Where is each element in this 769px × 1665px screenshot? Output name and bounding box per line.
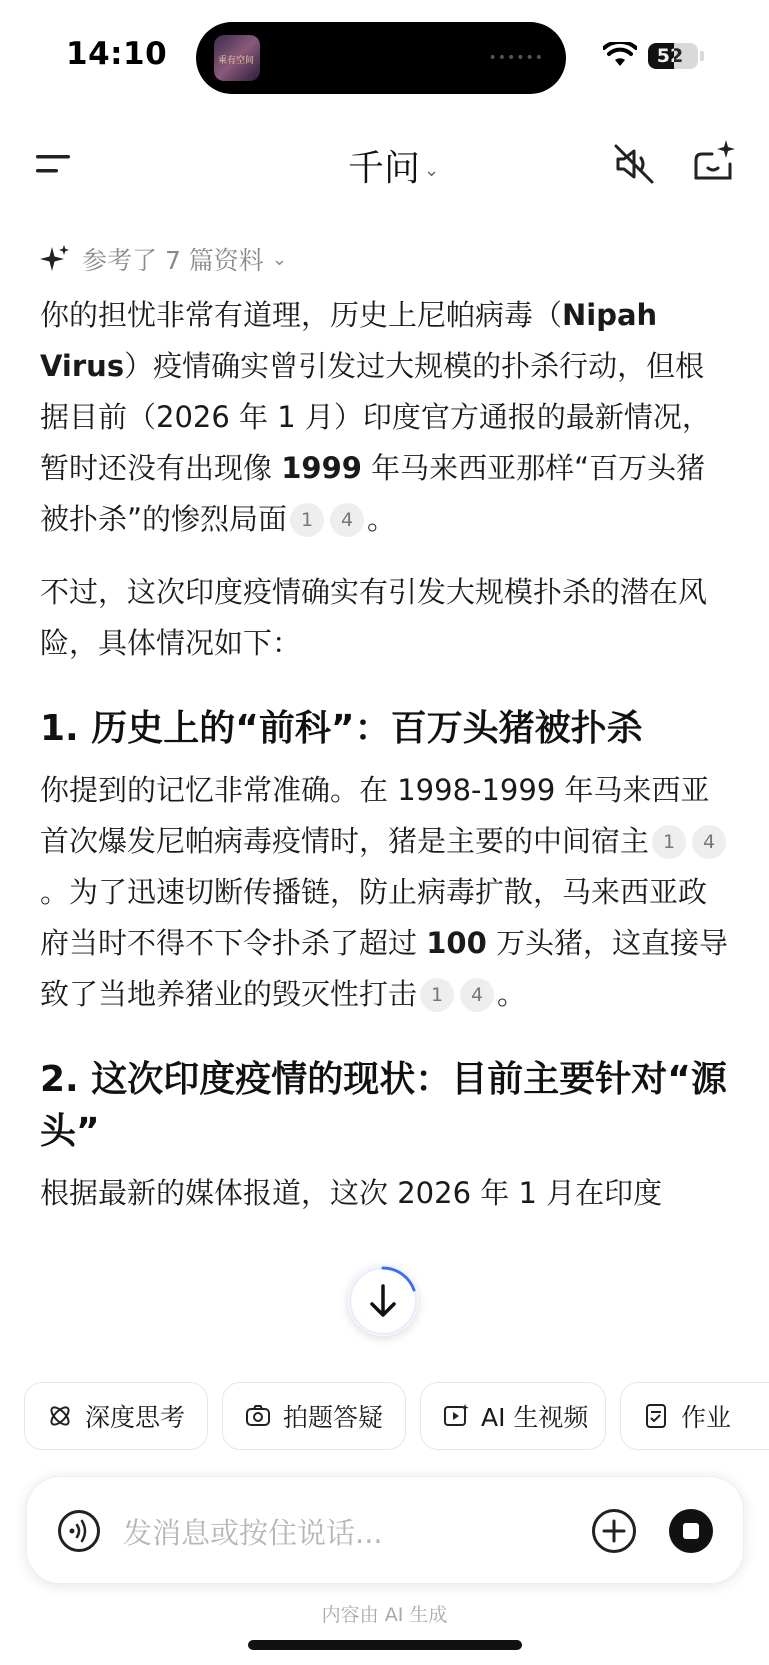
homework-icon [643,1403,669,1429]
battery-level-text: 52 [656,45,684,67]
ai-disclaimer: 内容由 AI 生成 [321,1604,448,1626]
deep-think-icon [47,1403,73,1429]
dynamic-island[interactable] [196,22,566,94]
citation-badge[interactable]: 4 [330,503,364,537]
paragraph: 不过，这次印度疫情确实有引发大规模扑杀的潜在风险，具体情况如下： [40,575,708,660]
paragraph [40,765,730,1020]
new-chat-icon[interactable] [690,138,736,184]
citation-badge[interactable]: 4 [692,825,726,859]
chip-label: 作业 [681,1403,732,1432]
app-header [0,118,769,210]
paragraph: 根据最新的媒体报道，这次 2026 年 1 月在印度 [40,1176,663,1210]
citation-badge[interactable]: 4 [460,978,494,1012]
chip-ai-video[interactable] [420,1382,606,1450]
chip-label: AI 生视频 [481,1403,589,1432]
text: 。 [367,502,397,536]
chip-label: 拍题答疑 [283,1403,384,1432]
menu-icon[interactable] [34,148,74,180]
sources-toggle[interactable] [40,230,730,288]
text-bold: Nipah Virus [40,298,658,383]
audio-wave-icon: •••••• [488,50,544,66]
citation-badge[interactable]: 1 [290,503,324,537]
chevron-down-icon: ⌄ [271,248,287,270]
text: ）疫情确实曾引发过大规模的扑杀行动，但根据目前（2026 年 1 月）印度官方通报的最新情况，暂时还没有出现像 [40,349,711,485]
text: 万头猪，这直接导致了当地养猪业的毁灭性打击 [40,926,728,1011]
chip-label: 深度思考 [85,1403,186,1432]
chip-homework[interactable] [620,1382,769,1450]
stop-generation-button[interactable] [669,1509,713,1553]
paragraph [40,290,730,545]
text: 年马来西亚那样“百万头猪被扑杀”的惨烈局面 [40,451,706,536]
home-indicator[interactable] [248,1640,522,1650]
speaker-mute-icon[interactable] [612,142,656,186]
video-icon [443,1403,469,1429]
model-selector[interactable] [348,140,439,191]
sources-label: 参考了 7 篇资料 [82,246,264,275]
text: 你提到的记忆非常准确。在 1998-1999 年马来西亚首次爆发尼帕病毒疫情时，猪是主要的中间宿主 [40,773,710,858]
message-input-bar [26,1476,744,1584]
citation-badge[interactable]: 1 [652,825,686,859]
model-name: 千问 [348,148,421,189]
text: 。 [497,977,527,1011]
status-bar [0,0,769,110]
voice-input-icon[interactable] [57,1509,101,1553]
battery-nub [700,51,704,61]
quick-actions [24,1382,769,1452]
wifi-icon [603,42,637,68]
status-time: 14:10 [66,36,168,72]
section-heading: 2. 这次印度疫情的现状：目前主要针对“源头” [40,1059,727,1152]
citation-badge[interactable]: 1 [420,978,454,1012]
section-heading: 1. 历史上的“前科”：百万头猪被扑杀 [40,708,643,749]
chip-deep-think[interactable] [24,1382,208,1450]
chevron-down-icon: ⌄ [424,159,440,181]
sparkle-icon [40,244,70,274]
thumbnail-text: 乘有空间 [218,56,255,66]
now-playing-thumbnail[interactable] [214,35,260,81]
camera-icon [245,1403,271,1429]
chip-photo-question[interactable] [222,1382,406,1450]
arrow-down-icon [366,1282,400,1320]
text-bold: 1999 [281,451,362,485]
scroll-to-bottom-button[interactable] [348,1266,418,1336]
chat-response [40,230,730,1350]
message-input[interactable]: 发消息或按住说话... [123,1516,383,1550]
text: 你的担忧非常有道理，历史上尼帕病毒（ [40,298,563,332]
text: 。为了迅速切断传播链，防止病毒扩散，马来西亚政府当时不得不下令扑杀了超过 [40,875,708,960]
battery-icon [648,43,698,69]
plus-icon[interactable] [591,1508,637,1554]
text-bold: 100 [426,926,487,960]
stop-icon [683,1523,699,1539]
